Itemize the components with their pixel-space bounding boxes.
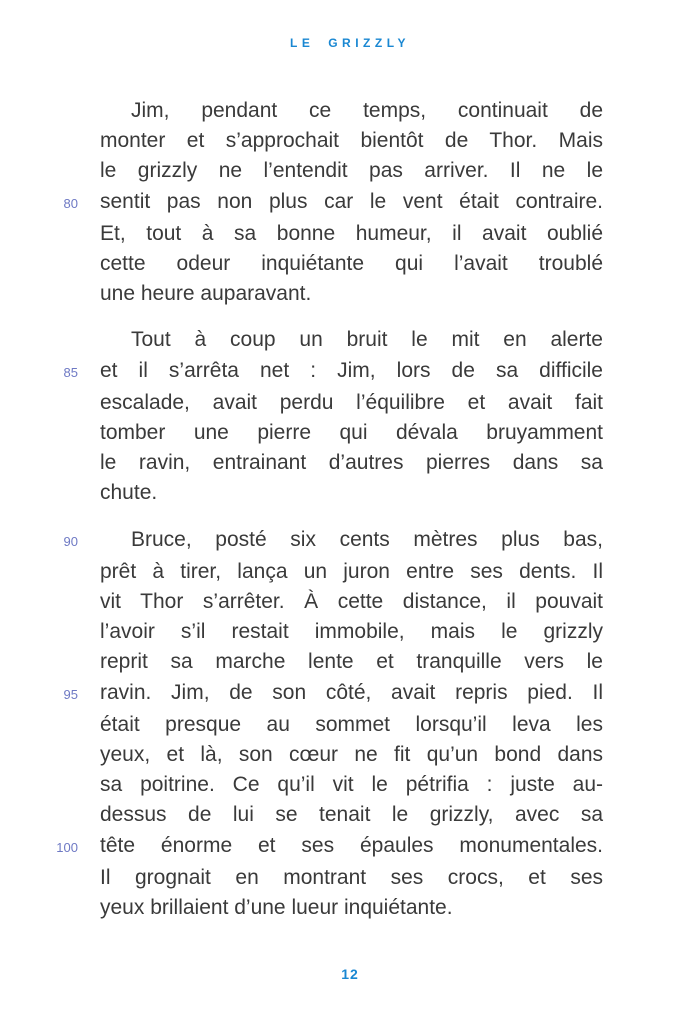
line-text: Et, tout à sa bonne humeur, il avait oublié [100,221,603,245]
line-text: Jim, pendant ce temps, continuait de [131,99,603,122]
text-line [0,249,700,279]
text-line [0,156,700,186]
text-line [0,893,700,923]
line-text: était presque au sommet lorsqu’il leva les [100,712,603,736]
line-text: Tout à coup un bruit le mit en alerte [131,328,603,352]
paragraph [0,96,700,309]
line-text: une heure auparavant. [100,282,312,306]
line-text: tomber une pierre qui dévala bruyamment [100,421,603,445]
line-text: tête énorme et ses épaules monumentales. [100,833,603,857]
line-number: 90 [63,533,78,549]
paragraph [0,325,700,508]
line-text: cette odeur inquiétante qui l’avait troublé [100,252,603,276]
line-number: 100 [56,839,78,855]
line-text: dessus de lui se tenait le grizzly, avec sa [100,803,603,827]
text-line [0,388,700,418]
text-line [0,418,700,448]
text-line [0,525,700,557]
line-number: 85 [63,364,78,380]
text-line [0,587,700,617]
text-line [0,647,700,677]
line-text: escalade, avait perdu l’équilibre et avait fait [100,390,603,414]
paragraph [0,525,700,924]
line-text: monter et s’approchait bientôt de Thor. Mais [100,129,603,153]
text-line [0,96,700,126]
line-number: 80 [63,195,78,211]
line-text: prêt à tirer, lança un juron entre ses dents. Il [100,559,603,583]
text-line [0,219,700,249]
line-text: yeux brillaient d’une lueur inquiétante. [100,896,453,920]
line-text: sentit pas non plus car le vent était contraire. [100,189,603,213]
line-text: le ravin, entrainant d’autres pierres dans sa [100,451,603,475]
line-text: Bruce, posté six cents mètres plus bas, [131,527,603,551]
line-text: l’avoir s’il restait immobile, mais le grizzly [100,620,603,644]
line-text: sa poitrine. Ce qu’il vit le pétrifia : juste au- [100,773,603,797]
text-line [0,710,700,740]
line-text: le grizzly ne l’entendit pas arriver. Il ne le [100,159,603,183]
text-line [0,478,700,508]
line-number: 95 [63,686,78,702]
line-text: chute. [100,481,158,505]
page-body [0,96,700,939]
line-text: vit Thor s’arrêter. À cette distance, il pouvait [100,590,603,614]
line-text: Il grognait en montrant ses crocs, et ses [100,865,603,889]
line-text: reprit sa marche lente et tranquille vers le [100,650,603,674]
text-line [0,448,700,478]
text-line [0,678,700,710]
text-line [0,126,700,156]
text-line [0,356,700,388]
line-text: ravin. Jim, de son côté, avait repris pied. Il [100,680,603,704]
page-number: 12 [341,966,359,982]
text-line [0,770,700,800]
text-line [0,831,700,863]
text-line [0,279,700,309]
text-line [0,325,700,355]
text-line [0,740,700,770]
text-line [0,800,700,830]
line-text: et il s’arrêta net : Jim, lors de sa difficile [100,358,603,382]
running-header: LE GRIZZLY [290,36,410,50]
text-line [0,863,700,893]
text-line [0,557,700,587]
text-line [0,617,700,647]
line-text: yeux, et là, son cœur ne fit qu’un bond dans [100,743,603,767]
text-line [0,187,700,219]
